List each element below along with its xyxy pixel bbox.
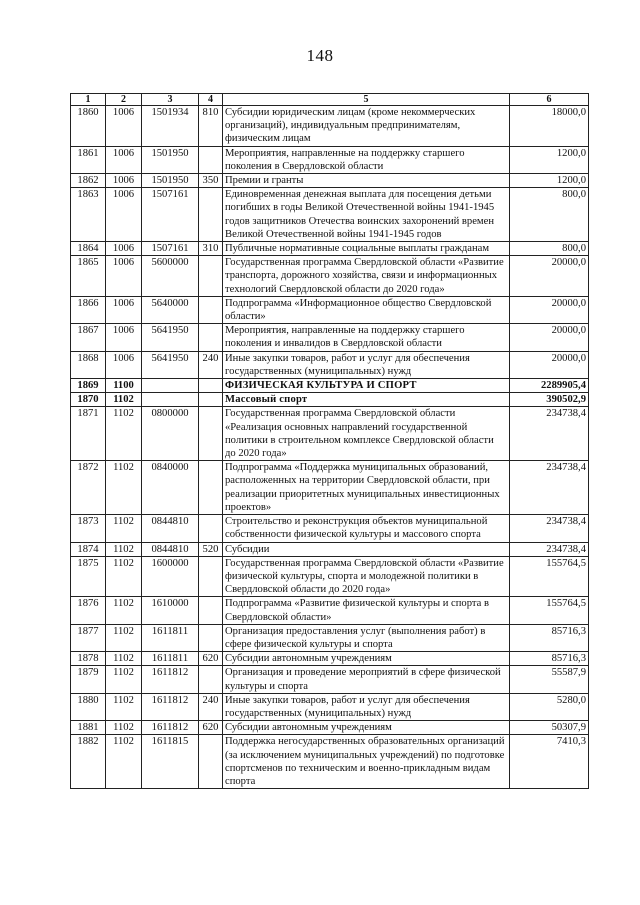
section-code-cell: 1102 [106, 624, 142, 651]
row-number-cell: 1871 [71, 407, 106, 461]
amount-cell: 155764,5 [510, 556, 589, 597]
row-number-cell: 1873 [71, 515, 106, 542]
item-name-cell: Единовременная денежная выплата для посещения детьми погибших в годы Великой Отечественной войны 1941-1945 годов защитников Отечества воинских захоронений времен Великой Отечественной войны 1941-1945 годов [223, 188, 510, 242]
target-code-cell: 1600000 [142, 556, 199, 597]
item-name-cell: Субсидии автономным учреждениям [223, 652, 510, 666]
amount-cell: 20000,0 [510, 296, 589, 323]
row-number-cell: 1867 [71, 324, 106, 351]
table-row [71, 393, 589, 407]
item-name-cell: Государственная программа Свердловской области «Развитие физической культуры, спорта и молодежной политики в Свердловской области до 2020 года» [223, 556, 510, 597]
target-code-cell: 1507161 [142, 188, 199, 242]
target-code-cell: 0844810 [142, 515, 199, 542]
item-name-cell: Организация и проведение мероприятий в сфере физической культуры и спорта [223, 666, 510, 693]
section-code-cell: 1006 [106, 106, 142, 147]
table-row [71, 693, 589, 720]
row-number-cell: 1879 [71, 666, 106, 693]
expense-type-cell [199, 256, 223, 297]
expense-type-cell: 620 [199, 721, 223, 735]
target-code-cell: 1501950 [142, 174, 199, 188]
expense-type-cell: 240 [199, 693, 223, 720]
section-code-cell: 1102 [106, 393, 142, 407]
section-code-cell: 1102 [106, 735, 142, 789]
item-name-cell: Поддержка негосударственных образовательных организаций (за исключением муниципальных учреждений) по подготовке спортсменов по техническим и военно-прикладным видам спорта [223, 735, 510, 789]
amount-cell: 2289905,4 [510, 379, 589, 393]
row-number-cell: 1876 [71, 597, 106, 624]
header-expense-type: 4 [199, 94, 223, 106]
item-name-cell: Мероприятия, направленные на поддержку старшего поколения в Свердловской области [223, 146, 510, 173]
header-target-code: 3 [142, 94, 199, 106]
table-row [71, 542, 589, 556]
expense-type-cell [199, 556, 223, 597]
section-code-cell: 1102 [106, 515, 142, 542]
expense-type-cell: 310 [199, 242, 223, 256]
expense-type-cell: 350 [199, 174, 223, 188]
item-name-cell: Субсидии юридическим лицам (кроме некоммерческих организаций), индивидуальным предпринимателям, физическим лицам [223, 106, 510, 147]
target-code-cell: 1611812 [142, 721, 199, 735]
amount-cell: 5280,0 [510, 693, 589, 720]
table-row [71, 624, 589, 651]
expense-type-cell: 810 [199, 106, 223, 147]
table-row [71, 735, 589, 789]
row-number-cell: 1872 [71, 461, 106, 515]
amount-cell: 20000,0 [510, 351, 589, 378]
section-code-cell: 1102 [106, 407, 142, 461]
section-code-cell: 1006 [106, 188, 142, 242]
table-row [71, 351, 589, 378]
row-number-cell: 1875 [71, 556, 106, 597]
table-row [71, 324, 589, 351]
target-code-cell: 1611811 [142, 624, 199, 651]
section-code-cell: 1102 [106, 652, 142, 666]
row-number-cell: 1877 [71, 624, 106, 651]
expense-type-cell [199, 188, 223, 242]
section-code-cell: 1102 [106, 721, 142, 735]
row-number-cell: 1882 [71, 735, 106, 789]
table-row [71, 296, 589, 323]
header-row-number: 1 [71, 94, 106, 106]
section-code-cell: 1102 [106, 693, 142, 720]
row-number-cell: 1878 [71, 652, 106, 666]
budget-table [70, 93, 589, 789]
target-code-cell: 0844810 [142, 542, 199, 556]
table-row [71, 721, 589, 735]
amount-cell: 1200,0 [510, 174, 589, 188]
amount-cell: 234738,4 [510, 461, 589, 515]
amount-cell: 234738,4 [510, 542, 589, 556]
amount-cell: 155764,5 [510, 597, 589, 624]
row-number-cell: 1865 [71, 256, 106, 297]
amount-cell: 18000,0 [510, 106, 589, 147]
item-name-cell: Организация предоставления услуг (выполнения работ) в сфере физической культуры и спорта [223, 624, 510, 651]
target-code-cell: 1501934 [142, 106, 199, 147]
row-number-cell: 1870 [71, 393, 106, 407]
expense-type-cell: 240 [199, 351, 223, 378]
amount-cell: 20000,0 [510, 256, 589, 297]
amount-cell: 85716,3 [510, 624, 589, 651]
row-number-cell: 1874 [71, 542, 106, 556]
expense-type-cell [199, 515, 223, 542]
table-row [71, 666, 589, 693]
item-name-cell: Мероприятия, направленные на поддержку старшего поколения и инвалидов в Свердловской области [223, 324, 510, 351]
amount-cell: 55587,9 [510, 666, 589, 693]
target-code-cell: 1507161 [142, 242, 199, 256]
expense-type-cell: 620 [199, 652, 223, 666]
target-code-cell [142, 393, 199, 407]
section-code-cell: 1006 [106, 256, 142, 297]
amount-cell: 50307,9 [510, 721, 589, 735]
expense-type-cell [199, 735, 223, 789]
row-number-cell: 1869 [71, 379, 106, 393]
item-name-cell: Иные закупки товаров, работ и услуг для обеспечения государственных (муниципальных) нужд [223, 693, 510, 720]
target-code-cell: 1611812 [142, 666, 199, 693]
section-code-cell: 1102 [106, 666, 142, 693]
expense-type-cell: 520 [199, 542, 223, 556]
amount-cell: 800,0 [510, 242, 589, 256]
item-name-cell: Премии и гранты [223, 174, 510, 188]
amount-cell: 7410,3 [510, 735, 589, 789]
target-code-cell: 5600000 [142, 256, 199, 297]
item-name-cell: Строительство и реконструкция объектов муниципальной собственности физической культуры и массового спорта [223, 515, 510, 542]
amount-cell: 1200,0 [510, 146, 589, 173]
amount-cell: 85716,3 [510, 652, 589, 666]
table-row [71, 461, 589, 515]
expense-type-cell [199, 597, 223, 624]
table-row [71, 407, 589, 461]
item-name-cell: Государственная программа Свердловской области «Развитие транспорта, дорожного хозяйства, связи и информационных технологий Свердловской области до 2020 года» [223, 256, 510, 297]
header-amount: 6 [510, 94, 589, 106]
expense-type-cell [199, 461, 223, 515]
amount-cell: 20000,0 [510, 324, 589, 351]
target-code-cell: 5641950 [142, 351, 199, 378]
target-code-cell: 1611812 [142, 693, 199, 720]
item-name-cell: Массовый спорт [223, 393, 510, 407]
section-code-cell: 1102 [106, 556, 142, 597]
header-name: 5 [223, 94, 510, 106]
expense-type-cell [199, 393, 223, 407]
expense-type-cell [199, 666, 223, 693]
target-code-cell [142, 379, 199, 393]
target-code-cell: 0840000 [142, 461, 199, 515]
header-section-code: 2 [106, 94, 142, 106]
row-number-cell: 1860 [71, 106, 106, 147]
table-row [71, 597, 589, 624]
row-number-cell: 1868 [71, 351, 106, 378]
row-number-cell: 1863 [71, 188, 106, 242]
table-row [71, 652, 589, 666]
expense-type-cell [199, 146, 223, 173]
section-code-cell: 1006 [106, 324, 142, 351]
page-number: 148 [306, 46, 334, 65]
table-row [71, 146, 589, 173]
item-name-cell: Государственная программа Свердловской области «Реализация основных направлений государственной политики в строительном комплексе Свердловской области до 2020 года» [223, 407, 510, 461]
table-row [71, 106, 589, 147]
item-name-cell: Подпрограмма «Развитие физической культуры и спорта в Свердловской области» [223, 597, 510, 624]
table-body [71, 106, 589, 789]
section-code-cell: 1100 [106, 379, 142, 393]
table-row [71, 256, 589, 297]
row-number-cell: 1880 [71, 693, 106, 720]
section-code-cell: 1006 [106, 296, 142, 323]
section-code-cell: 1006 [106, 174, 142, 188]
target-code-cell: 5641950 [142, 324, 199, 351]
row-number-cell: 1866 [71, 296, 106, 323]
target-code-cell: 5640000 [142, 296, 199, 323]
row-number-cell: 1861 [71, 146, 106, 173]
item-name-cell: ФИЗИЧЕСКАЯ КУЛЬТУРА И СПОРТ [223, 379, 510, 393]
amount-cell: 234738,4 [510, 407, 589, 461]
amount-cell: 800,0 [510, 188, 589, 242]
expense-type-cell [199, 407, 223, 461]
table-row [71, 242, 589, 256]
amount-cell: 234738,4 [510, 515, 589, 542]
target-code-cell: 1501950 [142, 146, 199, 173]
target-code-cell: 1611811 [142, 652, 199, 666]
section-code-cell: 1006 [106, 146, 142, 173]
item-name-cell: Подпрограмма «Поддержка муниципальных образований, расположенных на территории Свердловской области, при реализации приоритетных муниципальных инвестиционных проектов» [223, 461, 510, 515]
target-code-cell: 1610000 [142, 597, 199, 624]
table-row [71, 515, 589, 542]
table-header-row [71, 94, 589, 106]
table-row [71, 556, 589, 597]
item-name-cell: Субсидии [223, 542, 510, 556]
item-name-cell: Подпрограмма «Информационное общество Свердловской области» [223, 296, 510, 323]
section-code-cell: 1006 [106, 242, 142, 256]
item-name-cell: Субсидии автономным учреждениям [223, 721, 510, 735]
expense-type-cell [199, 324, 223, 351]
table-row [71, 174, 589, 188]
section-code-cell: 1006 [106, 351, 142, 378]
item-name-cell: Иные закупки товаров, работ и услуг для обеспечения государственных (муниципальных) нужд [223, 351, 510, 378]
target-code-cell: 1611815 [142, 735, 199, 789]
section-code-cell: 1102 [106, 597, 142, 624]
row-number-cell: 1862 [71, 174, 106, 188]
expense-type-cell [199, 296, 223, 323]
amount-cell: 390502,9 [510, 393, 589, 407]
target-code-cell: 0800000 [142, 407, 199, 461]
row-number-cell: 1864 [71, 242, 106, 256]
item-name-cell: Публичные нормативные социальные выплаты гражданам [223, 242, 510, 256]
table-row [71, 188, 589, 242]
row-number-cell: 1881 [71, 721, 106, 735]
section-code-cell: 1102 [106, 542, 142, 556]
expense-type-cell [199, 379, 223, 393]
expense-type-cell [199, 624, 223, 651]
section-code-cell: 1102 [106, 461, 142, 515]
table-row [71, 379, 589, 393]
